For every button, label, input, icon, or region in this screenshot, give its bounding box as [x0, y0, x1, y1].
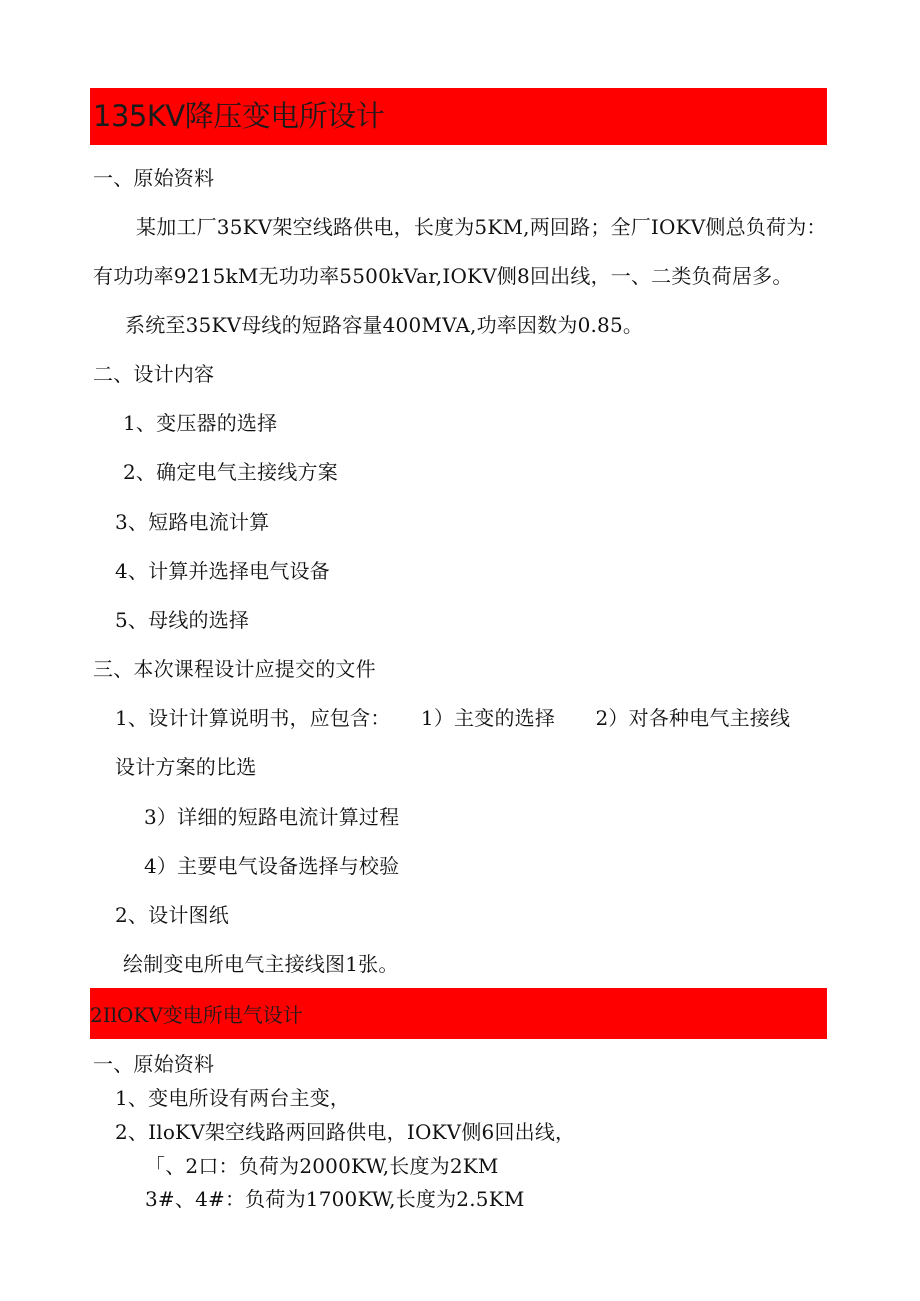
submission-subitem-3: 3）详细的短路电流计算过程 — [144, 805, 400, 829]
design-content-item-5: 5、母线的选择 — [115, 608, 250, 632]
submission-item-1: 1、设计计算说明书，应包含： 1）主变的选择 2）对各种电气主接线 — [115, 706, 791, 730]
section-1-paragraph-3: 系统至35KV母线的短路容量400MVA,功率因数为0.85。 — [125, 313, 644, 337]
submission-item-2-detail: 绘制变电所电气主接线图1张。 — [123, 952, 399, 976]
design-content-item-3: 3、短路电流计算 — [115, 510, 270, 534]
design-content-item-1: 1、变压器的选择 — [123, 411, 278, 435]
submission-subitem-4: 4）主要电气设备选择与校验 — [144, 854, 400, 878]
section-2-item-2: 2、IloKV架空线路两回路供电，IOKV侧6回出线， — [115, 1120, 576, 1144]
section-2-heading-original-data: 一、原始资料 — [93, 1052, 215, 1076]
submission-item-2: 2、设计图纸 — [115, 903, 229, 927]
design-content-item-4: 4、计算并选择电气设备 — [115, 559, 330, 583]
section-2-load-line-2: 3#、4#：负荷为1700KW,长度为2.5KM — [145, 1187, 525, 1211]
design-content-item-2: 2、确定电气主接线方案 — [123, 460, 338, 484]
section-2-item-1: 1、变电所设有两台主变， — [115, 1086, 351, 1110]
section-1-heading-design-content: 二、设计内容 — [93, 362, 215, 386]
section-1-heading-original-data: 一、原始资料 — [93, 166, 215, 190]
section-2-title: 2IlOKV变电所电气设计 — [90, 1003, 303, 1027]
section-1-paragraph-2: 有功功率9215kM无功功率5500kVar,IOKV侧8回出线，一、二类负荷居多。 — [93, 264, 793, 288]
section-1-title: 135KV降压变电所设计 — [93, 99, 385, 133]
submission-item-1-continued: 设计方案的比选 — [115, 755, 257, 779]
section-2-load-line-1: 「、2口：负荷为2000KW,长度为2KM — [145, 1154, 499, 1178]
section-1-heading-submission-files: 三、本次课程设计应提交的文件 — [93, 657, 376, 681]
section-1-paragraph-1: 某加工厂35KV架空线路供电，长度为5KM,两回路；全厂IOKV侧总负荷为： — [136, 215, 827, 239]
